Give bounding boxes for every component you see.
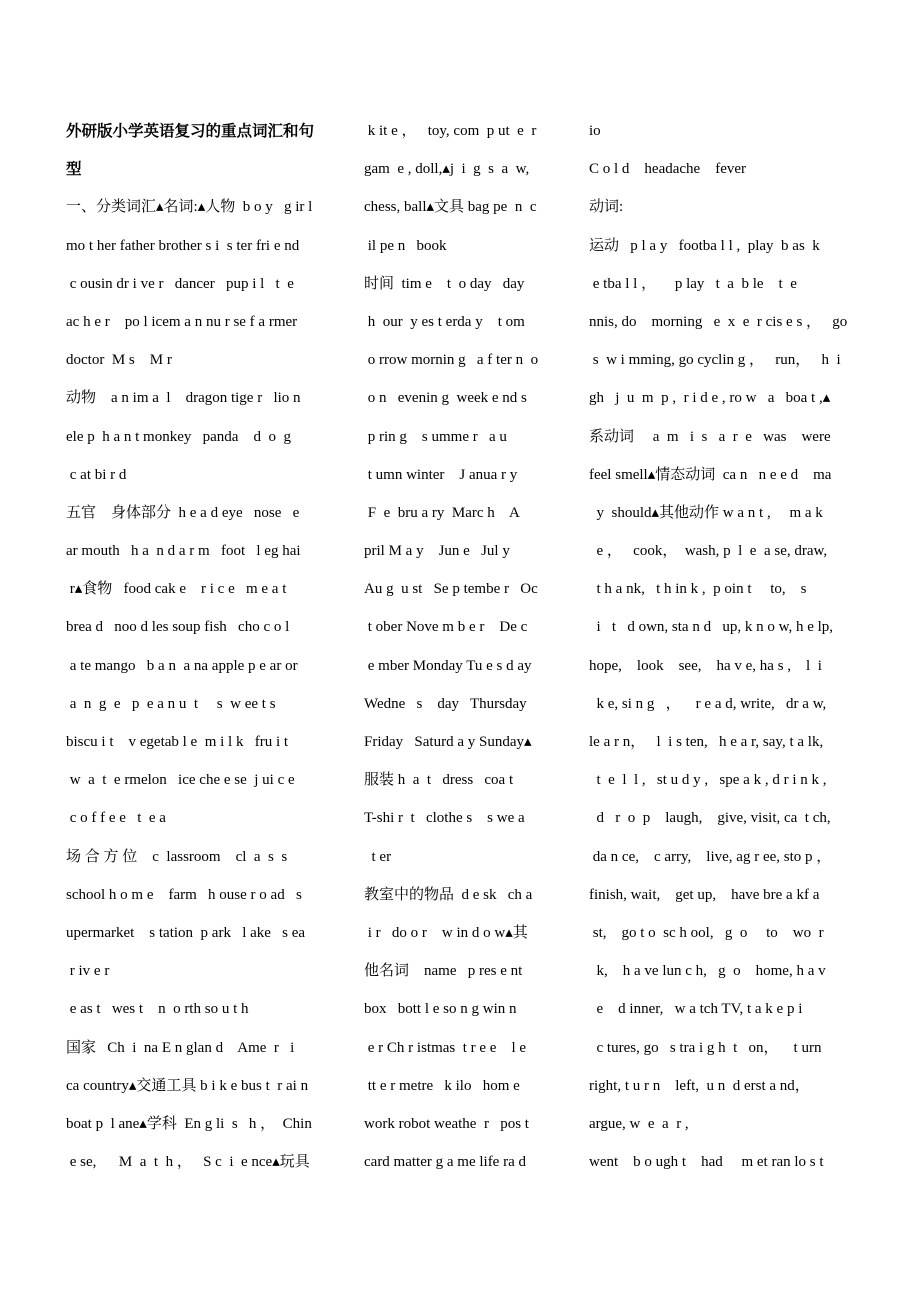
column-1 bbox=[66, 112, 346, 1181]
text-line: Friday Saturd a y Sunday▴ bbox=[364, 734, 532, 750]
text-line: went b o ugh t had m et ran lo s t bbox=[589, 1154, 824, 1171]
text-line: e se, M a t h ， S c i e nce▴玩具 bbox=[66, 1154, 310, 1171]
text-line: brea d noo d les soup fish cho c o l bbox=[66, 619, 290, 636]
text-line: biscu i t v egetab l e m i l k fru i t bbox=[66, 734, 289, 750]
text-line: c ousin dr i ve r dancer pup i l t e bbox=[66, 275, 294, 292]
text-line: ele p h a n t monkey panda d o g bbox=[66, 428, 291, 445]
text-line: e ， cook， wash, p l e a se, draw, bbox=[589, 543, 828, 560]
text-line: s w i mming, go cyclin g ， run， h i bbox=[589, 352, 841, 369]
text-line: ca country▴交通工具 b i k e bus t r ai n bbox=[66, 1077, 309, 1094]
text-line: boat p l ane▴学科 En g li s h ， Chin bbox=[66, 1115, 312, 1132]
text-line: e r Ch r istmas t r e e l e bbox=[364, 1039, 527, 1056]
text-line: i r do o r w in d o w▴其 bbox=[364, 924, 528, 941]
text-line: ac h e r po l icem a n nu r se f a rmer bbox=[66, 313, 298, 330]
text-line: 五官 身体部分 h e a d eye nose e bbox=[66, 504, 300, 521]
text-line: e d inner, w a tch TV, t a k e p i bbox=[589, 1001, 803, 1018]
text-line: F e bru a ry Marc h A bbox=[364, 504, 520, 521]
text-line: 一、分类词汇▴名词:▴人物 b o y g ir l bbox=[66, 199, 313, 216]
text-line: 系动词 a m i s a r e was were bbox=[589, 428, 831, 445]
text-line: Au g u st Se p tembe r Oc bbox=[364, 581, 538, 598]
text-line: c tures, go s tra i g h t on， t urn bbox=[589, 1039, 822, 1056]
text-line: 场 合 方 位 c lassroom cl a s s bbox=[66, 848, 288, 865]
text-line: hope, look see, ha v e, ha s , l i bbox=[589, 657, 822, 674]
text-line: school h o m e farm h ouse r o ad s bbox=[66, 886, 302, 903]
text-line: i t d own, sta n d up, k n o w, h e lp, bbox=[589, 619, 834, 636]
text-line: nnis, do morning e x e r cis e s ， go bbox=[589, 313, 848, 330]
text-line: gam e , doll,▴j i g s a w, bbox=[364, 161, 530, 178]
text-line: t h a nk, t h in k , p oin t to, s bbox=[589, 581, 807, 598]
text-line: t umn winter J anua r y bbox=[364, 466, 518, 483]
column-2 bbox=[364, 112, 564, 1181]
text-line: argue, w e a r , bbox=[589, 1115, 689, 1132]
text-line: io bbox=[589, 123, 601, 139]
text-line: card matter g a me life ra d bbox=[364, 1154, 526, 1171]
text-line: 他名词 name p res e nt bbox=[364, 963, 523, 980]
text-line: p rin g s umme r a u bbox=[364, 428, 507, 445]
text-line: box bott l e so n g win n bbox=[364, 1001, 517, 1018]
text-line: w a t e rmelon ice che e se j ui c e bbox=[66, 772, 295, 789]
text-line: t e l l , st u d y , spe a k , d r i n k , bbox=[589, 772, 827, 789]
text-line: e as t wes t n o rth so u t h bbox=[66, 1001, 249, 1018]
text-line: k it e ， toy, com p ut e r bbox=[364, 123, 537, 139]
text-line: k e, si n g ， r e a d, write, dr a w, bbox=[589, 695, 827, 712]
text-line: pril M a y Jun e Jul y bbox=[364, 543, 510, 560]
text-line: o n evenin g week e nd s bbox=[364, 390, 527, 407]
text-line: work robot weathe r pos t bbox=[364, 1115, 529, 1132]
text-line: 运动 p l a y footba l l , play b as k bbox=[589, 237, 820, 254]
text-line: 服装 h a t dress coa t bbox=[364, 772, 514, 789]
text-line: right, t u r n left, u n d erst a nd， bbox=[589, 1077, 810, 1094]
text-line: o rrow mornin g a f ter n o bbox=[364, 352, 539, 369]
text-line: doctor M s M r bbox=[66, 352, 172, 369]
text-line: finish, wait, get up, have bre a kf a bbox=[589, 886, 820, 903]
text-line: st, go t o sc h ool, g o to wo r bbox=[589, 924, 824, 941]
text-line: da n ce, c arry, live, ag r ee, sto p ， bbox=[589, 848, 832, 865]
text-line: e mber Monday Tu e s d ay bbox=[364, 657, 532, 674]
document-title-line-1: 外研版小学英语复习的重点词汇和句 bbox=[66, 122, 315, 140]
text-line: t ober Nove m b e r De c bbox=[364, 619, 528, 636]
column-3 bbox=[589, 112, 871, 1181]
text-line: d r o p laugh, give, visit, ca t ch, bbox=[589, 810, 831, 827]
text-line: y should▴其他动作 w a n t , m a k bbox=[589, 504, 823, 521]
text-line: e tba l l ， p lay t a b le t e bbox=[589, 275, 797, 292]
text-line: ar mouth h a n d a r m foot l eg hai bbox=[66, 543, 301, 560]
text-line: Wedne s day Thursday bbox=[364, 695, 527, 712]
text-line: il pe n book bbox=[364, 237, 447, 254]
text-line: upermarket s tation p ark l ake s ea bbox=[66, 924, 306, 941]
document-title-line-2: 型 bbox=[66, 160, 82, 179]
text-line: r iv e r bbox=[66, 963, 110, 980]
text-line: 国家 Ch i na E n glan d Ame r i bbox=[66, 1039, 295, 1056]
text-line: le a r n， l i s ten, h e a r, say, t a lk, bbox=[589, 734, 824, 750]
text-line: t er bbox=[364, 848, 392, 865]
text-line: 动物 a n im a l dragon tige r lio n bbox=[66, 390, 301, 407]
text-line: r▴食物 food cak e r i c e m e a t bbox=[66, 581, 287, 598]
text-line: a n g e p e a n u t s w ee t s bbox=[66, 695, 276, 712]
text-line: gh j u m p , r i d e , ro w a boa t ,▴ bbox=[589, 390, 831, 407]
text-line: a te mango b a n a na apple p e ar or bbox=[66, 657, 298, 674]
text-line: c at bi r d bbox=[66, 466, 127, 483]
text-line: tt e r metre k ilo hom e bbox=[364, 1077, 520, 1094]
text-line: c o f f e e t e a bbox=[66, 810, 166, 827]
text-line: T-shi r t clothe s s we a bbox=[364, 810, 525, 827]
text-line: mo t her father brother s i s ter fri e nd bbox=[66, 237, 300, 254]
text-line: 时间 tim e t o day day bbox=[364, 275, 525, 292]
text-line: k, h a ve lun c h, g o home, h a v bbox=[589, 963, 826, 980]
text-line: 动词: bbox=[589, 199, 624, 216]
text-line: feel smell▴情态动词 ca n n e e d ma bbox=[589, 466, 832, 483]
text-line: h our y es t erda y t om bbox=[364, 313, 525, 330]
text-line: C o l d headache fever bbox=[589, 161, 747, 178]
text-line: chess, ball▴文具 bag pe n c bbox=[364, 199, 537, 216]
text-line: 教室中的物品 d e sk ch a bbox=[364, 886, 533, 903]
